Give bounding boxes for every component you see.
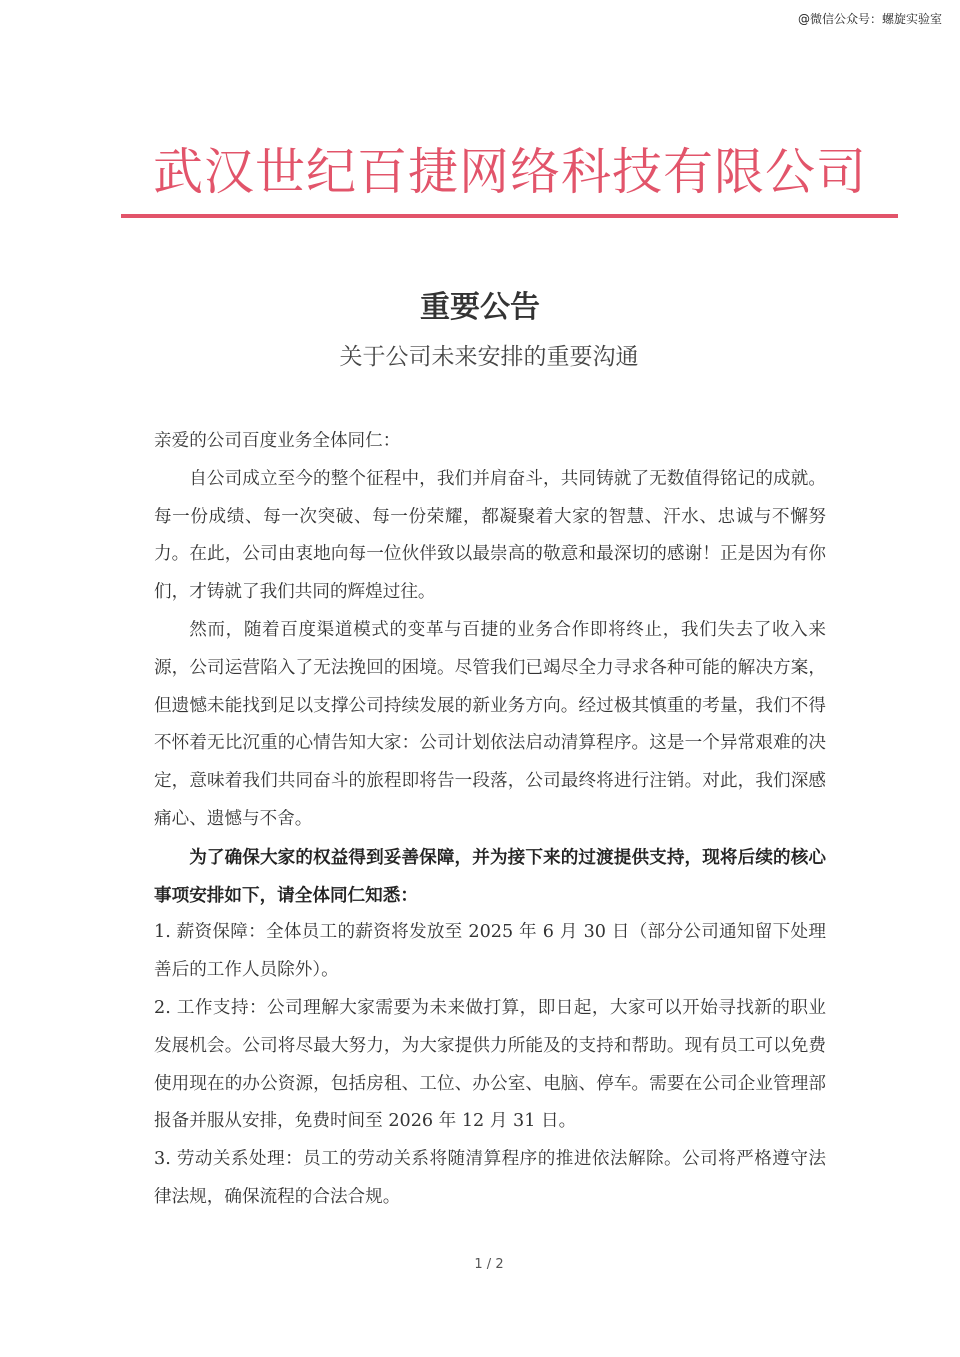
page-number: 1 / 2 xyxy=(474,1257,504,1272)
letterhead-divider xyxy=(121,214,898,218)
paragraph-arrangements: 为了确保大家的权益得到妥善保障，并为接下来的过渡提供支持，现将后续的核心事项安排如下，请全体同仁知悉： xyxy=(154,846,826,906)
item-work-support: 2. 工作支持：公司理解大家需要为未来做打算，即日起，大家可以开始寻找新的职业发展机会。公司将尽最大努力，为大家提供力所能及的支持和帮助。现有员工可以免费使用现在的办公资源，包括房租、工位、办公室、电脑、停车。需要在公司企业管理部报备并服从安排，免费时间至 2026 年 12 月 31 日。 xyxy=(154,997,826,1132)
paragraph-liquidation: 然而，随着百度渠道模式的变革与百捷的业务合作即将终止，我们失去了收入来源，公司运营陷入了无法挽回的困境。尽管我们已竭尽全力寻求各种可能的解决方案，但遗憾未能找到足以支撑公司持续发展的新业务方向。经过极其慎重的考量，我们不得不怀着无比沉重的心情告知大家：公司计划依法启动清算程序。这是一个异常艰难的决定，意味着我们共同奋斗的旅程即将告一段落，公司最终将进行注销。对此，我们深感痛心、遗憾与不舍。 xyxy=(154,619,826,829)
notice-subtitle: 关于公司未来安排的重要沟通 xyxy=(339,344,639,370)
notice-body xyxy=(154,423,826,1217)
item-salary: 1. 薪资保障：全体员工的薪资将发放至 2025 年 6 月 30 日（部分公司通知留下处理善后的工作人员除外）。 xyxy=(154,922,826,981)
watermark: @微信公众号：螺旋实验室 xyxy=(797,12,942,26)
salutation: 亲爱的公司百度业务全体同仁： xyxy=(154,431,401,451)
notice-title: 重要公告 xyxy=(420,290,540,325)
item-labor-relations: 3. 劳动关系处理：员工的劳动关系将随清算程序的推进依法解除。公司将严格遵守法律法规，确保流程的合法合规。 xyxy=(154,1149,826,1207)
company-letterhead: 武汉世纪百捷网络科技有限公司 xyxy=(153,143,867,201)
paragraph-gratitude: 自公司成立至今的整个征程中，我们并肩奋斗，共同铸就了无数值得铭记的成就。每一份成绩、每一次突破、每一份荣耀，都凝聚着大家的智慧、汗水、忠诚与不懈努力。在此，公司由衷地向每一位伙伴致以最崇高的敬意和最深切的感谢！正是因为有你们，才铸就了我们共同的辉煌过往。 xyxy=(154,468,826,603)
